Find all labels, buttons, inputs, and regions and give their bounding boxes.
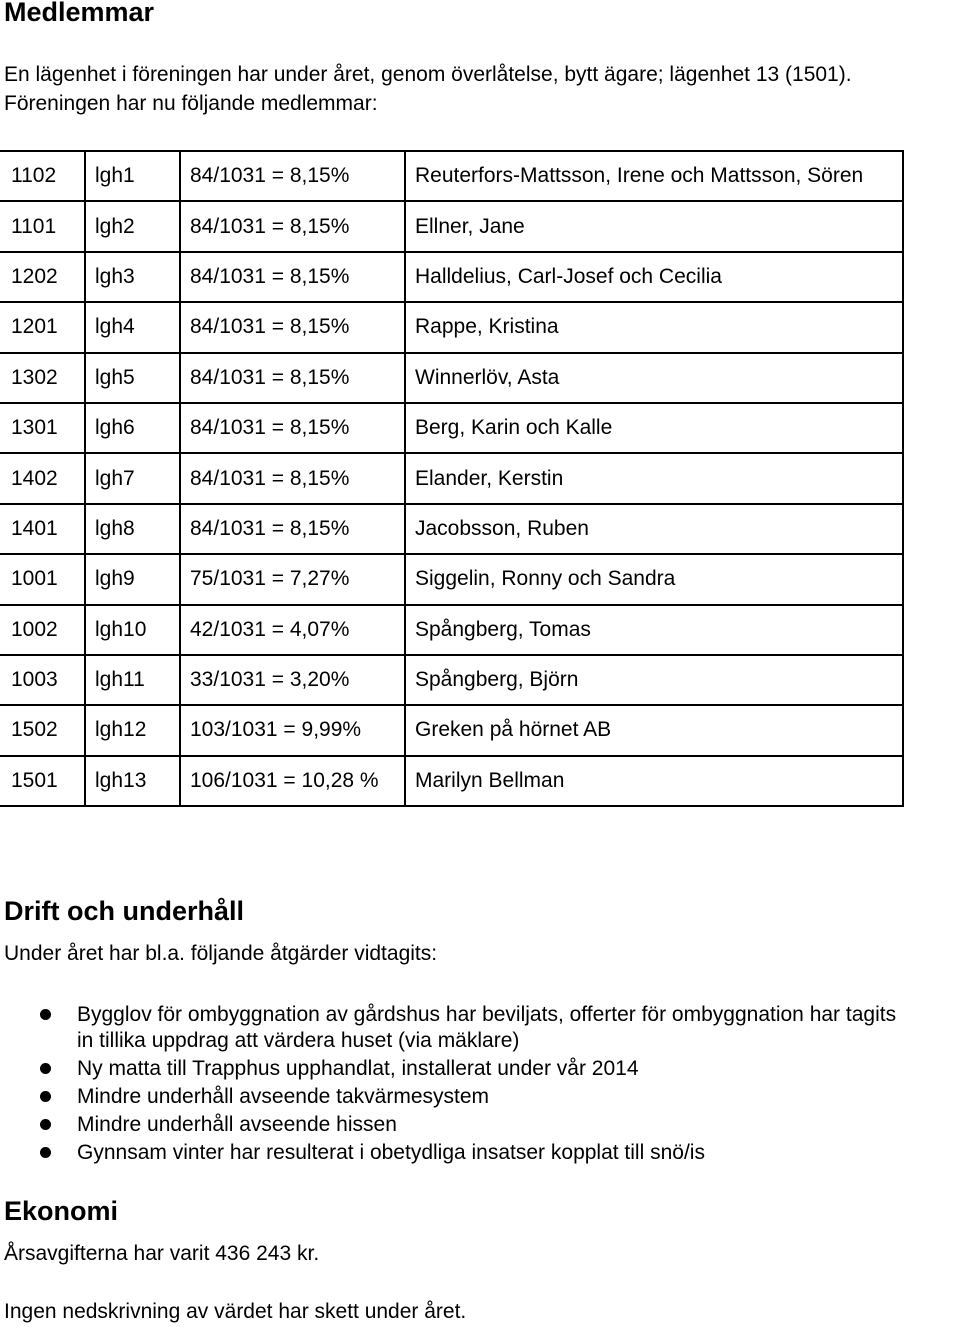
maintenance-item-text: Mindre underhåll avseende takvärmesystem xyxy=(77,1085,490,1108)
apartment-number: 1402 xyxy=(1,453,85,503)
member-row xyxy=(1,554,903,604)
apartment-label: lgh6 xyxy=(85,403,180,453)
ownership-share: 84/1031 = 8,15% xyxy=(180,403,405,453)
bullet-icon xyxy=(40,1063,51,1074)
apartment-label: lgh5 xyxy=(85,353,180,403)
apartment-number: 1302 xyxy=(1,353,85,403)
ownership-share: 84/1031 = 8,15% xyxy=(180,302,405,352)
maintenance-item xyxy=(0,1112,960,1138)
member-name: Marilyn Bellman xyxy=(405,756,903,806)
maintenance-list xyxy=(0,1002,960,1168)
apartment-number: 1401 xyxy=(1,504,85,554)
apartment-label: lgh13 xyxy=(85,756,180,806)
apartment-label: lgh8 xyxy=(85,504,180,554)
member-row xyxy=(1,605,903,655)
apartment-label: lgh11 xyxy=(85,655,180,705)
member-row xyxy=(1,655,903,705)
member-row xyxy=(1,302,903,352)
apartment-number: 1003 xyxy=(1,655,85,705)
maintenance-heading: Drift och underhåll xyxy=(4,896,245,926)
member-name: Reuterfors-Mattsson, Irene och Mattsson, Sören xyxy=(405,151,903,201)
members-heading: Medlemmar xyxy=(4,0,155,27)
maintenance-item-text: Gynnsam vinter har resulterat i obetydliga insatser kopplat till snö/is xyxy=(77,1141,705,1164)
maintenance-item xyxy=(0,1140,960,1166)
apartment-number: 1002 xyxy=(1,605,85,655)
apartment-label: lgh7 xyxy=(85,453,180,503)
member-row xyxy=(1,151,903,201)
bullet-icon xyxy=(40,1009,51,1020)
member-name: Spångberg, Tomas xyxy=(405,605,903,655)
maintenance-item xyxy=(0,1002,960,1054)
maintenance-item xyxy=(0,1056,960,1082)
member-row xyxy=(1,353,903,403)
ownership-share: 42/1031 = 4,07% xyxy=(180,605,405,655)
bullet-icon xyxy=(40,1119,51,1130)
maintenance-item-text-continued: in tillika uppdrag att värdera huset (via mäklare) xyxy=(77,1029,520,1052)
member-row xyxy=(1,504,903,554)
member-row xyxy=(1,403,903,453)
member-row xyxy=(1,201,903,251)
maintenance-item-text: Bygglov för ombyggnation av gårdshus har beviljats, offerter för ombyggnation har tagits xyxy=(77,1003,897,1026)
economy-heading: Ekonomi xyxy=(4,1196,119,1226)
apartment-number: 1501 xyxy=(1,756,85,806)
member-name: Rappe, Kristina xyxy=(405,302,903,352)
member-name: Greken på hörnet AB xyxy=(405,705,903,755)
member-name: Winnerlöv, Asta xyxy=(405,353,903,403)
member-name: Berg, Karin och Kalle xyxy=(405,403,903,453)
maintenance-item-text: Mindre underhåll avseende hissen xyxy=(77,1113,397,1136)
apartment-number: 1502 xyxy=(1,705,85,755)
ownership-share: 84/1031 = 8,15% xyxy=(180,151,405,201)
bullet-icon xyxy=(40,1147,51,1158)
ownership-share: 84/1031 = 8,15% xyxy=(180,252,405,302)
apartment-label: lgh3 xyxy=(85,252,180,302)
apartment-label: lgh2 xyxy=(85,201,180,251)
member-row xyxy=(1,705,903,755)
apartment-number: 1102 xyxy=(1,151,85,201)
members-intro-line1: En lägenhet i föreningen har under året, genom överlåtelse, bytt ägare; lägenhet 13 (1501). xyxy=(4,63,852,86)
bullet-icon xyxy=(40,1091,51,1102)
member-name: Jacobsson, Ruben xyxy=(405,504,903,554)
annual-fee-text: Årsavgifterna har varit 436 243 kr. xyxy=(4,1242,320,1265)
members-intro-line2: Föreningen har nu följande medlemmar: xyxy=(4,92,378,115)
apartment-number: 1202 xyxy=(1,252,85,302)
ownership-share: 84/1031 = 8,15% xyxy=(180,453,405,503)
ownership-share: 84/1031 = 8,15% xyxy=(180,353,405,403)
member-name: Spångberg, Björn xyxy=(405,655,903,705)
ownership-share: 84/1031 = 8,15% xyxy=(180,504,405,554)
apartment-label: lgh10 xyxy=(85,605,180,655)
ownership-share: 33/1031 = 3,20% xyxy=(180,655,405,705)
maintenance-item-text: Ny matta till Trapphus upphandlat, installerat under vår 2014 xyxy=(77,1057,639,1080)
maintenance-intro: Under året har bl.a. följande åtgärder vidtagits: xyxy=(4,942,438,965)
apartment-label: lgh12 xyxy=(85,705,180,755)
apartment-label: lgh4 xyxy=(85,302,180,352)
member-row xyxy=(1,756,903,806)
member-name: Elander, Kerstin xyxy=(405,453,903,503)
member-name: Ellner, Jane xyxy=(405,201,903,251)
ownership-share: 75/1031 = 7,27% xyxy=(180,554,405,604)
member-row xyxy=(1,252,903,302)
member-name: Siggelin, Ronny och Sandra xyxy=(405,554,903,604)
apartment-number: 1001 xyxy=(1,554,85,604)
members-table xyxy=(0,150,904,807)
apartment-label: lgh9 xyxy=(85,554,180,604)
apartment-number: 1201 xyxy=(1,302,85,352)
writedown-text: Ingen nedskrivning av värdet har skett under året. xyxy=(4,1300,467,1323)
maintenance-item xyxy=(0,1084,960,1110)
apartment-number: 1101 xyxy=(1,201,85,251)
ownership-share: 103/1031 = 9,99% xyxy=(180,705,405,755)
apartment-number: 1301 xyxy=(1,403,85,453)
member-name: Halldelius, Carl-Josef och Cecilia xyxy=(405,252,903,302)
ownership-share: 106/1031 = 10,28 % xyxy=(180,756,405,806)
ownership-share: 84/1031 = 8,15% xyxy=(180,201,405,251)
member-row xyxy=(1,453,903,503)
apartment-label: lgh1 xyxy=(85,151,180,201)
